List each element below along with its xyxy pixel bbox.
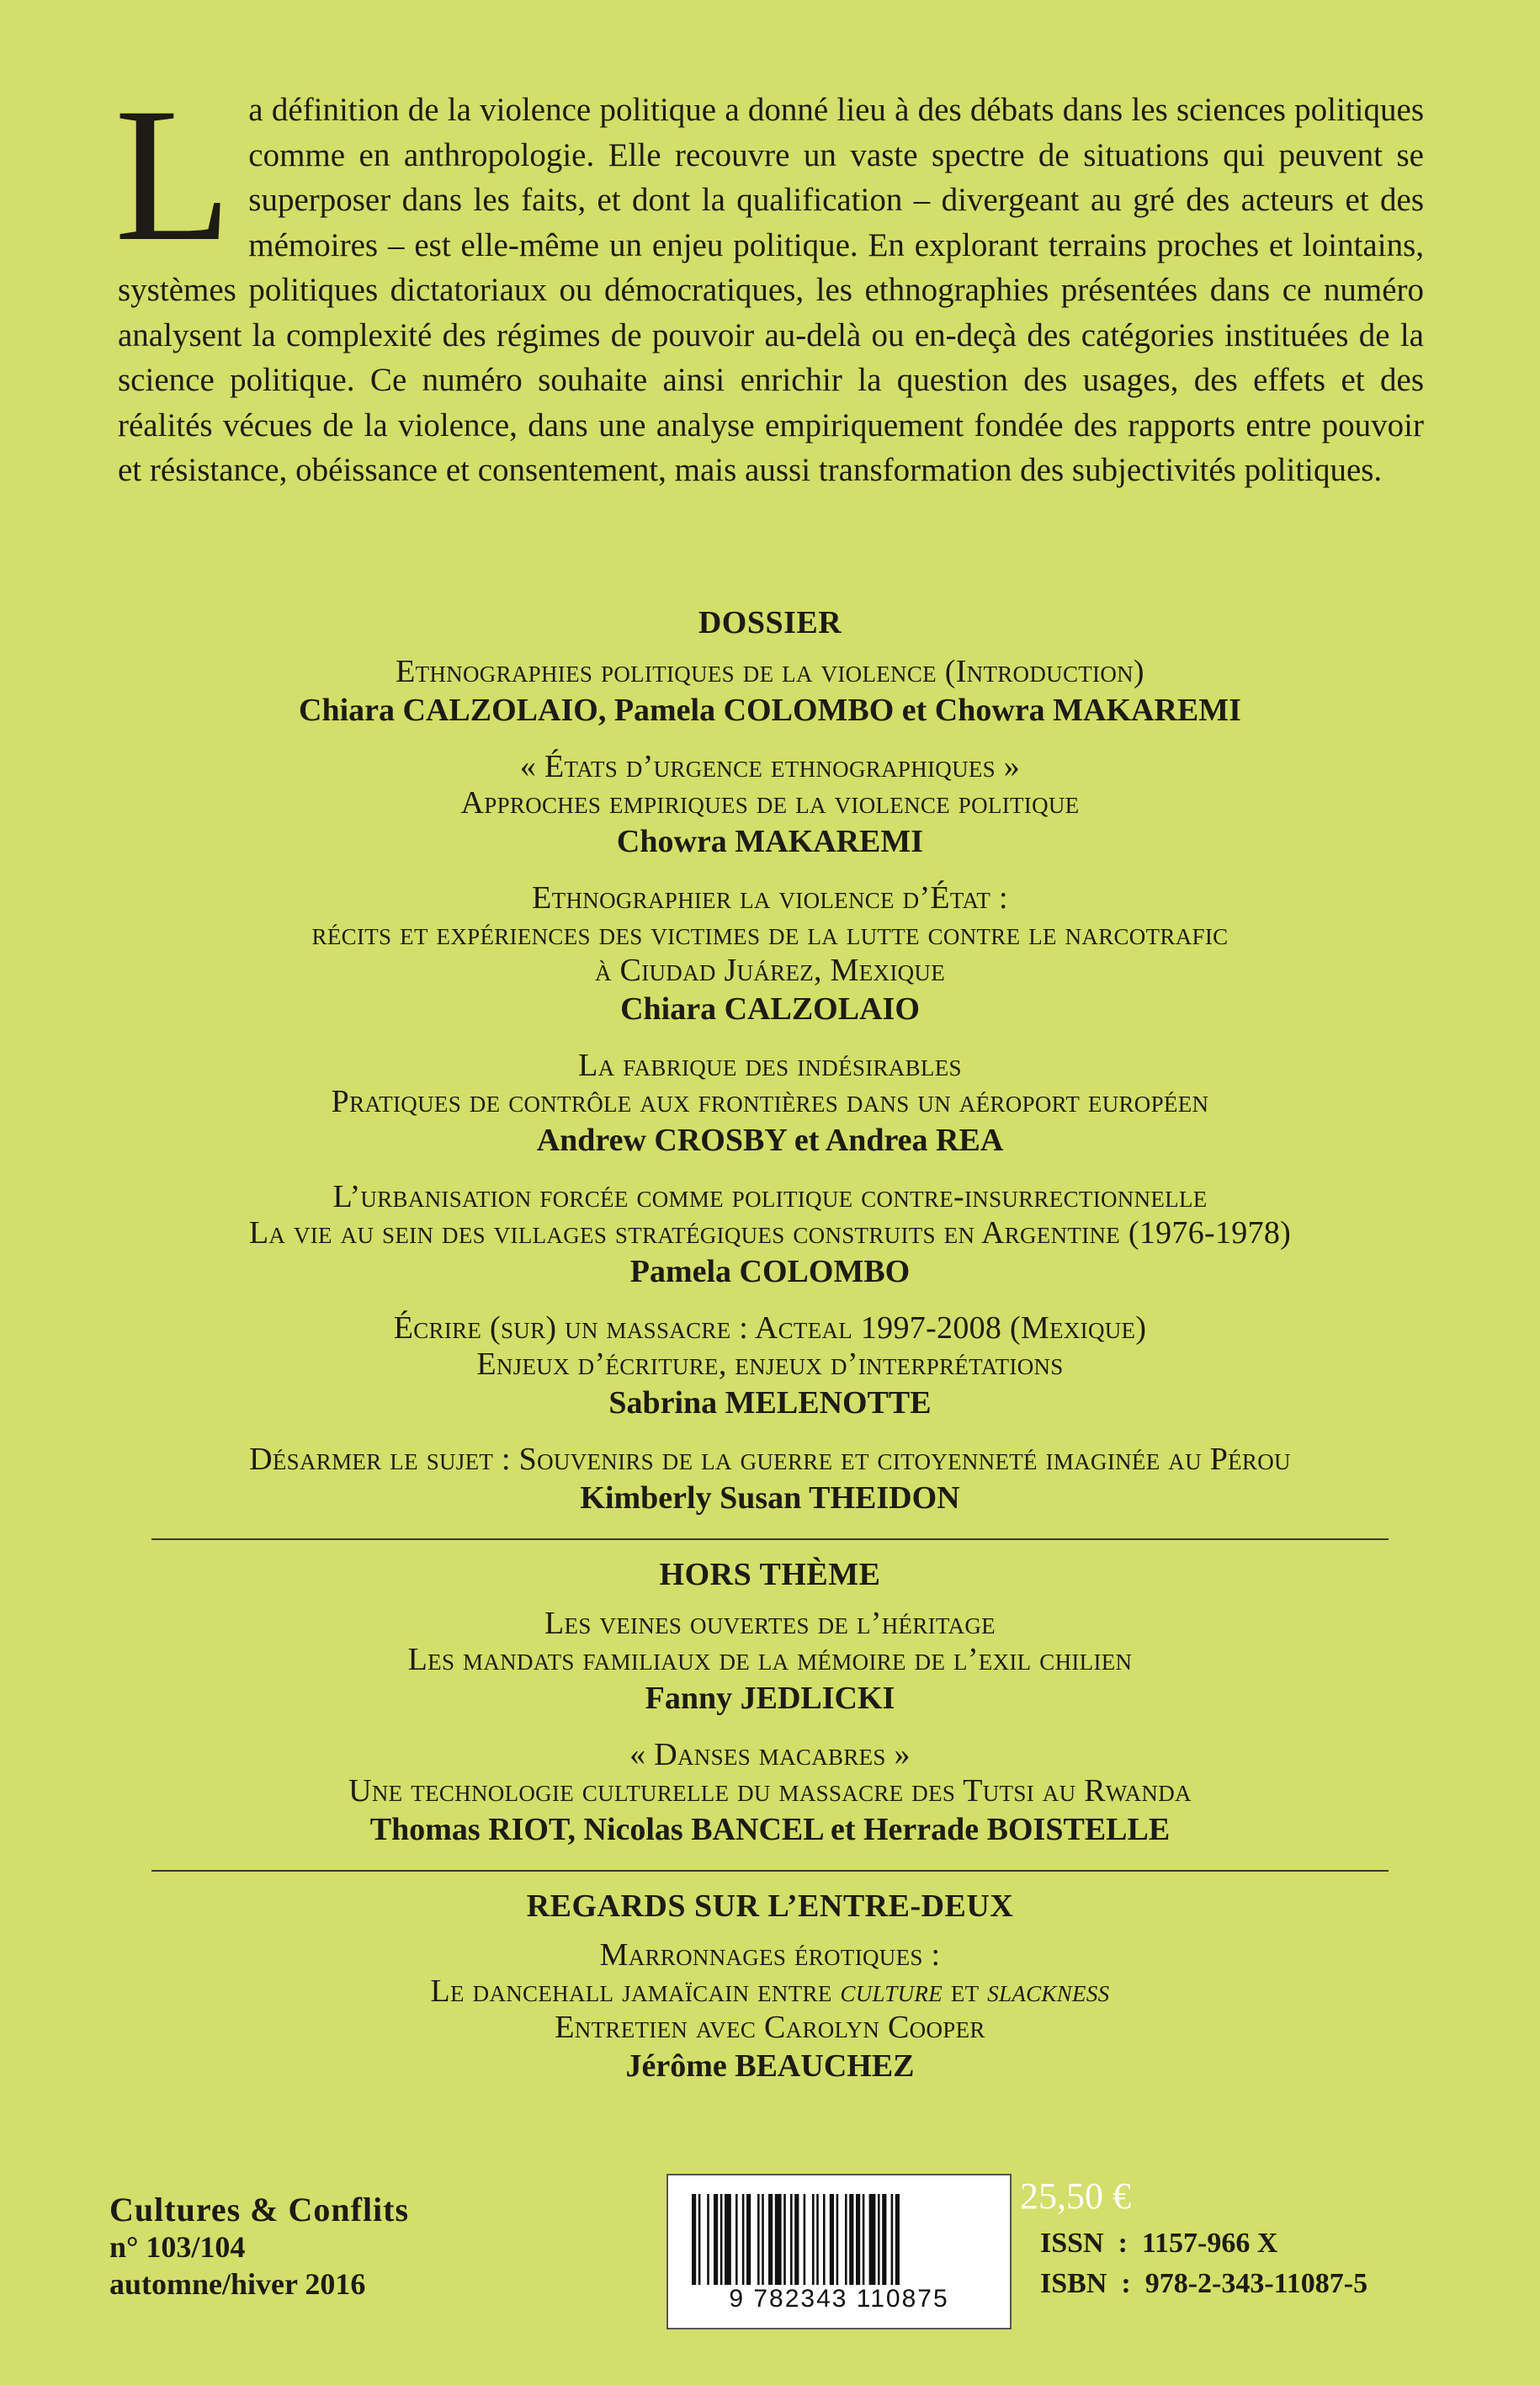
article-subtitle bbox=[84, 1973, 1456, 2010]
barcode-bar bbox=[714, 2194, 718, 2285]
barcode-bar bbox=[836, 2194, 839, 2285]
issue-number: n° 103/104 bbox=[109, 2230, 246, 2264]
article-title: Ethnographies politiques de la violence (Introduction) bbox=[396, 654, 1144, 689]
dossier-section bbox=[84, 602, 1456, 1518]
regards-section bbox=[84, 1885, 1456, 2086]
barcode-bar bbox=[720, 2194, 723, 2285]
article-author: Kimberly Susan THEIDON bbox=[580, 1480, 960, 1516]
toc-entry bbox=[84, 1310, 1456, 1423]
barcode-bar bbox=[895, 2194, 900, 2285]
article-subtitle: La vie au sein des villages stratégiques construits en Argentine (1976-1978) bbox=[248, 1215, 1292, 1251]
isbn: ISBN : 978-2-343-11087-5 bbox=[1040, 2268, 1368, 2299]
article-subtitle: récits et expériences des victimes de la lutte contre le narcotrafic bbox=[311, 916, 1229, 952]
article-author: Chowra MAKAREMI bbox=[616, 824, 924, 859]
section-divider bbox=[151, 1538, 1389, 1540]
barcode-digits: 9 782343 110875 bbox=[729, 2285, 949, 2313]
barcode-bar bbox=[856, 2194, 860, 2285]
barcode-bar bbox=[863, 2194, 865, 2285]
toc-entry bbox=[84, 1179, 1456, 1292]
toc-entry bbox=[84, 1442, 1456, 1518]
section-heading-regards: REGARDS SUR L’ENTRE-DEUX bbox=[526, 1888, 1014, 1924]
barcode-bar bbox=[692, 2194, 696, 2285]
hors-theme-section bbox=[84, 1554, 1456, 1850]
barcode-bar bbox=[735, 2194, 738, 2285]
article-subtitle: Pratiques de contrôle aux frontières dans un aéroport européen bbox=[331, 1084, 1209, 1119]
barcode-bar bbox=[891, 2194, 894, 2285]
table-of-contents bbox=[84, 602, 1456, 2105]
article-title: « États d’urgence ethnographiques » bbox=[519, 749, 1021, 784]
article-author: Thomas RIOT, Nicolas BANCEL et Herrade BOISTELLE bbox=[369, 1812, 1171, 1847]
section-heading-hors-theme: HORS THÈME bbox=[659, 1557, 881, 1592]
article-subtitle: Une technologie culturelle du massacre des Tutsi au Rwanda bbox=[348, 1773, 1192, 1809]
article-title: Ethnographier la violence d’État : bbox=[532, 880, 1008, 916]
barcode-bar bbox=[845, 2194, 847, 2285]
article-author: Sabrina MELENOTTE bbox=[608, 1385, 932, 1421]
article-subtitle: Les mandats familiaux de la mémoire de l’exil chilien bbox=[407, 1642, 1133, 1677]
price: 25,50 € bbox=[1020, 2175, 1131, 2217]
article-author: Pamela COLOMBO bbox=[629, 1254, 911, 1289]
barcode-bar bbox=[762, 2194, 764, 2285]
drop-cap: L bbox=[114, 69, 232, 281]
barcode-bar bbox=[698, 2194, 701, 2285]
article-author: Andrew CROSBY et Andrea REA bbox=[536, 1123, 1004, 1158]
subtitle-italic-slackness: slackness bbox=[987, 1973, 1110, 2009]
issue-season: automne/hiver 2016 bbox=[109, 2267, 366, 2301]
barcode-bars-icon bbox=[692, 2194, 990, 2285]
toc-entry bbox=[84, 1737, 1456, 1850]
barcode-bar bbox=[725, 2194, 731, 2285]
journal-info bbox=[109, 2191, 409, 2303]
toc-entry bbox=[84, 880, 1456, 1029]
toc-entry bbox=[84, 1606, 1456, 1718]
section-divider bbox=[151, 1870, 1389, 1872]
barcode-bar bbox=[790, 2194, 793, 2285]
article-subtitle: Enjeux d’écriture, enjeux d’interprétations bbox=[476, 1347, 1064, 1382]
article-title: Les veines ouvertes de l’héritage bbox=[544, 1606, 996, 1641]
barcode-bar bbox=[816, 2194, 819, 2285]
barcode-bar bbox=[742, 2194, 745, 2285]
article-title: « Danses macabres » bbox=[629, 1737, 911, 1772]
toc-entry bbox=[84, 1048, 1456, 1161]
intro-text: a définition de la violence politique a donné lieu à des débats dans les sciences politiques comme en anthropologie. Elle recouvre un vaste spectre de situations qui peuvent se superposer dans les faits, et dont la qualification – divergeant au gré des acteurs et des mémoires – est elle-même un enjeu politique. En explorant terrains proches et lointains, systèmes politiques dictatoriaux ou démocratiques, les ethnographies présentées dans ce numéro analysent la complexité des régimes de pouvoir au-delà ou en-deçà des catégories instituées de la science politique. Ce numéro souhaite ainsi enrichir la question des usages, des effets et des réalités vécues de la violence, dans une analyse empiriquement fondée des rapports entre pouvoir et résistance, obéissance et consentement, mais aussi transformation des subjectivités politiques. bbox=[118, 92, 1424, 488]
article-title: L’urbanisation forcée comme politique contre-insurrectionnelle bbox=[332, 1179, 1208, 1214]
subtitle-part: Le dancehall jamaïcain entre bbox=[430, 1973, 841, 2009]
barcode-bar bbox=[794, 2194, 799, 2285]
barcode bbox=[666, 2174, 1012, 2329]
toc-entry bbox=[84, 654, 1456, 730]
toc-entry bbox=[84, 1937, 1456, 2086]
article-title: Écrire (sur) un massacre : Acteal 1997-2008 (Mexique) bbox=[393, 1310, 1147, 1346]
article-subtitle: Approches empiriques de la violence politique bbox=[460, 785, 1080, 821]
barcode-bar bbox=[830, 2194, 834, 2285]
barcode-bar bbox=[707, 2194, 709, 2285]
subtitle-italic-culture: culture bbox=[840, 1973, 943, 2009]
barcode-bar bbox=[783, 2194, 786, 2285]
intro-paragraph bbox=[114, 69, 1424, 493]
barcode-bar bbox=[869, 2194, 876, 2285]
journal-name: Cultures & Conflits bbox=[109, 2191, 410, 2228]
article-title: La fabrique des indésirables bbox=[578, 1048, 962, 1083]
toc-entry bbox=[84, 749, 1456, 862]
barcode-bar bbox=[812, 2194, 815, 2285]
article-subtitle: Entretien avec Carolyn Cooper bbox=[555, 2010, 985, 2045]
barcode-bar bbox=[878, 2194, 880, 2285]
article-author: Chiara CALZOLAIO bbox=[620, 991, 920, 1027]
barcode-bar bbox=[775, 2194, 782, 2285]
article-author: Fanny JEDLICKI bbox=[645, 1681, 895, 1716]
barcode-bar bbox=[849, 2194, 853, 2285]
issn: ISSN : 1157-966 X bbox=[1040, 2228, 1278, 2259]
article-title: Désarmer le sujet : Souvenirs de la guerre et citoyenneté imaginée au Pérou bbox=[249, 1442, 1291, 1477]
article-author: Jérôme BEAUCHEZ bbox=[625, 2048, 915, 2084]
barcode-bar bbox=[882, 2194, 886, 2285]
article-title: Marronnages érotiques : bbox=[599, 1937, 941, 1973]
section-heading-dossier: DOSSIER bbox=[698, 605, 842, 640]
barcode-bar bbox=[757, 2194, 760, 2285]
barcode-bar bbox=[823, 2194, 826, 2285]
publication-codes bbox=[1040, 2223, 1367, 2304]
article-author: Chiara CALZOLAIO, Pamela COLOMBO et Chowra MAKAREMI bbox=[299, 693, 1241, 728]
article-subtitle: à Ciudad Juárez, Mexique bbox=[594, 953, 946, 988]
subtitle-part: et bbox=[943, 1973, 988, 2009]
barcode-bar bbox=[804, 2194, 806, 2285]
barcode-bar bbox=[746, 2194, 751, 2285]
barcode-bar bbox=[768, 2194, 773, 2285]
